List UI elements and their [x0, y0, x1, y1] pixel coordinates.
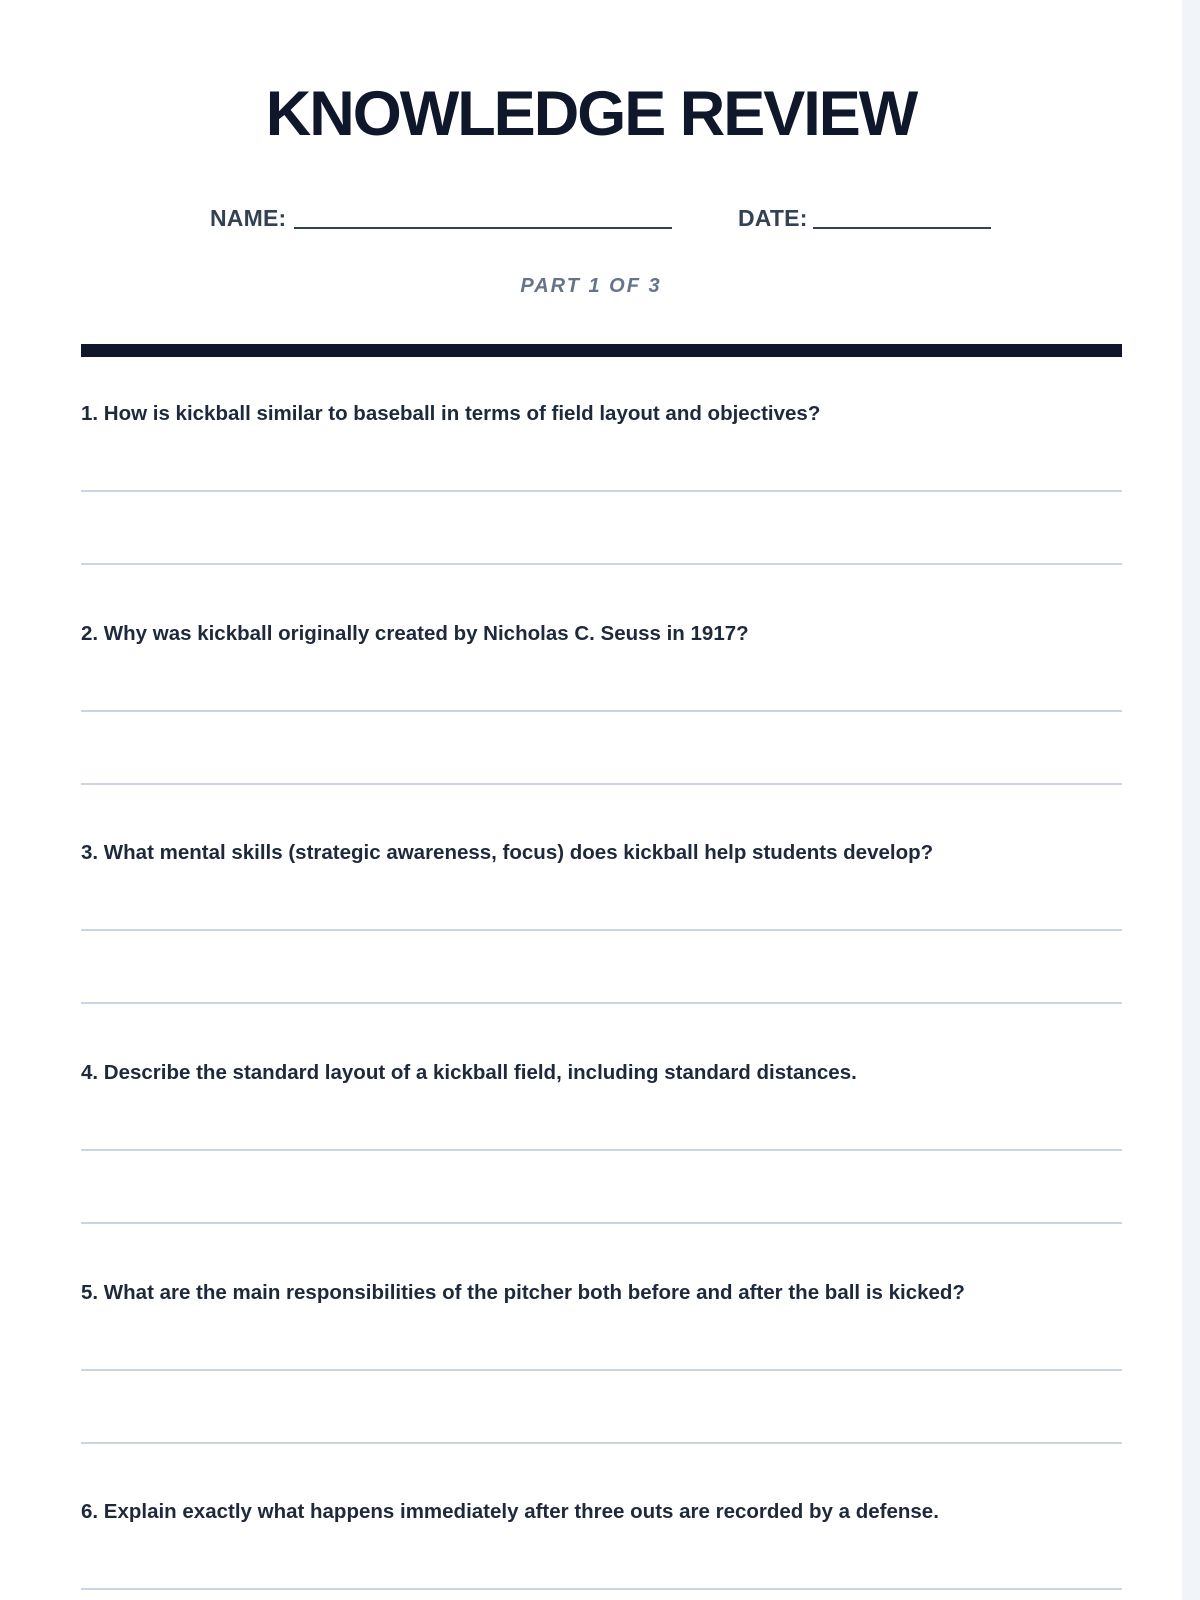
answer-line[interactable] [81, 1002, 1122, 1004]
question-text: 4. Describe the standard layout of a kickball field, including standard distances. [81, 1061, 857, 1084]
part-indicator: PART 1 OF 3 [520, 275, 662, 297]
header-divider [81, 344, 1122, 357]
answer-line[interactable] [81, 710, 1122, 712]
question-text: 3. What mental skills (strategic awareness, focus) does kickball help students develop? [81, 841, 934, 864]
answer-line[interactable] [81, 1222, 1122, 1224]
answer-line[interactable] [81, 1369, 1122, 1371]
answer-line[interactable] [81, 1149, 1122, 1151]
question-block [81, 839, 1122, 1029]
name-field-line[interactable] [294, 227, 672, 229]
answer-line[interactable] [81, 929, 1122, 931]
date-label: DATE: [738, 205, 808, 231]
question-block [81, 620, 1122, 810]
name-date-row [0, 201, 1182, 235]
answer-line[interactable] [81, 1442, 1122, 1444]
question-block [81, 400, 1122, 590]
name-label: NAME: [210, 205, 287, 231]
question-block [81, 1059, 1122, 1249]
question-block [81, 1279, 1122, 1469]
answer-line[interactable] [81, 1588, 1122, 1590]
question-text: 6. Explain exactly what happens immediately after three outs are recorded by a defense. [81, 1500, 939, 1523]
date-field-line[interactable] [813, 227, 991, 229]
question-text: 5. What are the main responsibilities of the pitcher both before and after the ball is kicked? [81, 1281, 965, 1304]
question-block [81, 1498, 1122, 1600]
answer-line[interactable] [81, 563, 1122, 565]
question-text: 1. How is kickball similar to baseball in terms of field layout and objectives? [81, 402, 821, 425]
answer-line[interactable] [81, 783, 1122, 785]
answer-line[interactable] [81, 490, 1122, 492]
question-text: 2. Why was kickball originally created by Nicholas C. Seuss in 1917? [81, 622, 749, 645]
page-title: KNOWLEDGE REVIEW [265, 79, 917, 149]
